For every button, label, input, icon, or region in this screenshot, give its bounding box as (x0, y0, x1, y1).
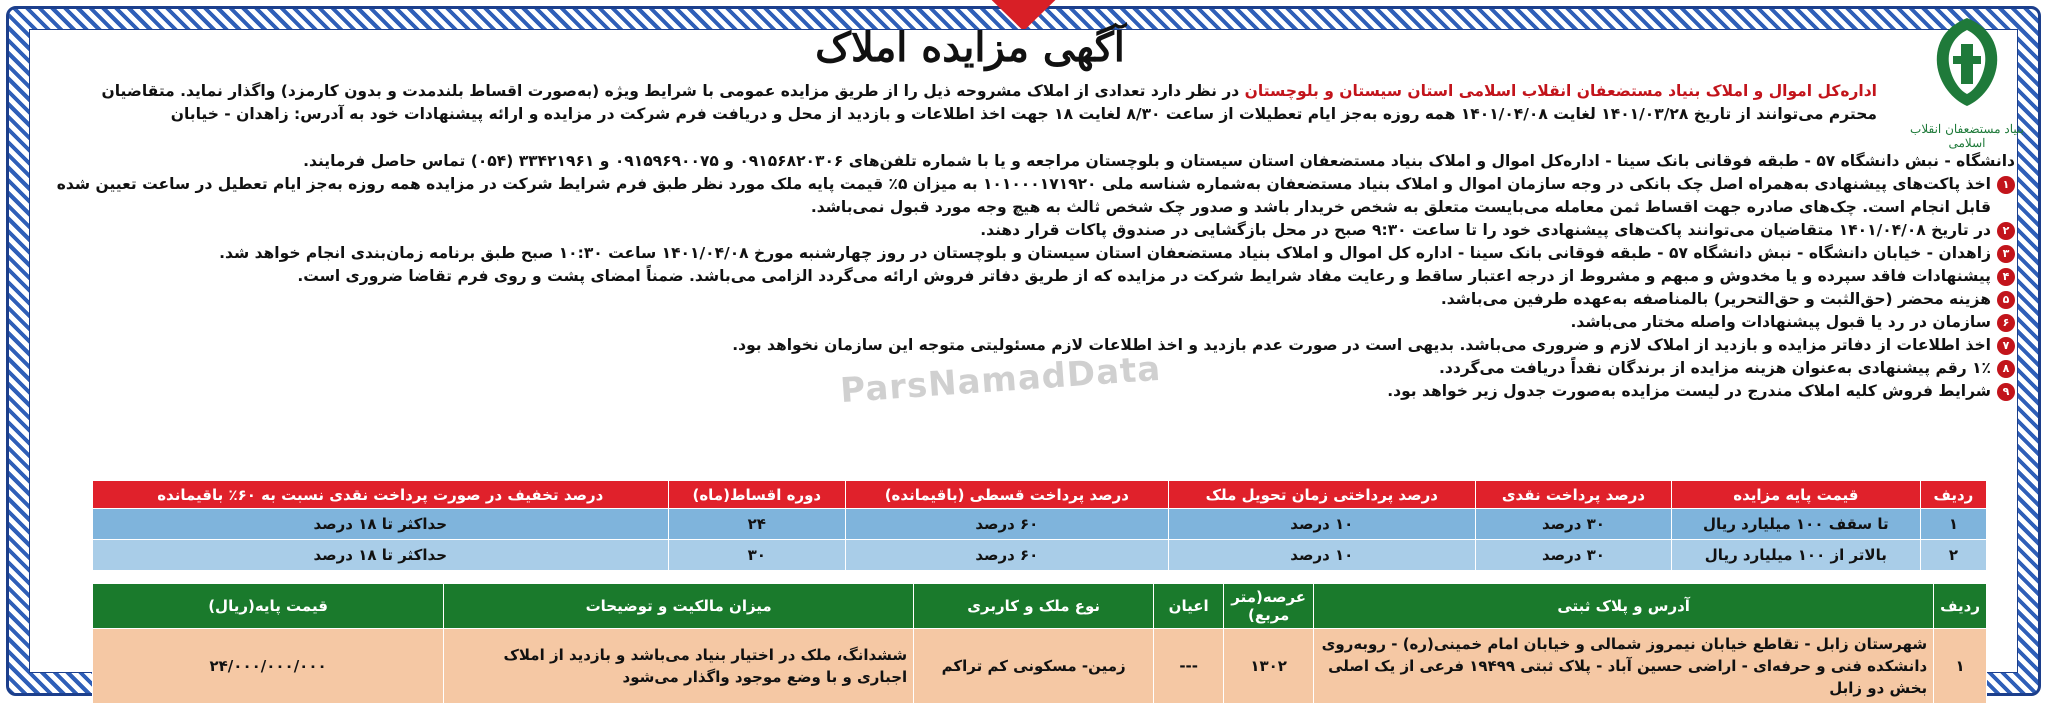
condition-item (45, 311, 2015, 334)
logo-caption: بنیاد مستضعفان انقلاب اسلامی (1910, 122, 2024, 150)
table-header-row (93, 481, 1987, 509)
item-number: ۱ (1997, 176, 2015, 194)
page-title: آگهی مزایده املاک (815, 24, 1125, 71)
table-row (93, 509, 1987, 540)
intro-line-1: در نظر دارد تعدادی از املاک مشروحه ذیل را از طریق مزایده عمومی با شرایط ویژه (به‌صورت اقساط بلندمدت و بدون کارمزد) واگذار نماید. متقاضیان (101, 82, 1240, 100)
item-number: ۶ (1997, 314, 2015, 332)
condition-item (45, 242, 2015, 265)
table-cell: ۲۴ (668, 509, 846, 540)
item-number: ۳ (1997, 245, 2015, 263)
table-cell: ۱۰ درصد (1168, 540, 1475, 571)
item-number: ۷ (1997, 337, 2015, 355)
table-cell: تا سقف ۱۰۰ میلیارد ریال (1671, 509, 1920, 540)
table-cell: بالاتر از ۱۰۰ میلیارد ریال (1671, 540, 1920, 571)
table-header: میزان مالکیت و توضیحات (444, 584, 914, 629)
table-header: درصد پرداختی زمان تحویل ملک (1168, 481, 1475, 509)
item-text: پیشنهادات فاقد سپرده و یا مخدوش و مبهم و مشروط از درجه اعتبار ساقط و رعایت مفاد شرایط شرکت در مزایده که از طریق دفاتر فروش ارائه می‌گردد الزامی می‌باشد. ضمناً امضای پشت و روی فرم تقاضا ضروری است. (297, 267, 1991, 285)
table-cell: حداکثر تا ۱۸ درصد (93, 540, 669, 571)
item-number: ۲ (1997, 222, 2015, 240)
table-header: درصد پرداخت قسطی (باقیمانده) (846, 481, 1168, 509)
item-number: ۹ (1997, 383, 2015, 401)
intro-line-3: دانشگاه - نبش دانشگاه ۵۷ - طبقه فوقانی بانک سینا - اداره‌کل اموال و املاک بنیاد مستضعفان استان سیستان و بلوچستان مراجعه و یا با شماره تلفن‌های ۰۹۱۵۶۸۲۰۳۰۶ و ۰۹۱۵۹۶۹۰۰۷۵ و ۳۳۴۲۱۹۶۱ (۰۵۴) تماس حاصل فرمایند. (303, 152, 2015, 170)
table-cell: ۱۰ درصد (1168, 509, 1475, 540)
watermark: ParsNamadData (838, 348, 1163, 412)
intro-line-2: محترم می‌توانند از تاریخ ۱۴۰۱/۰۳/۲۸ لغایت ۱۴۰۱/۰۴/۰۸ همه روزه به‌جز ایام تعطیلات از ساعت ۸/۳۰ لغایت ۱۸ جهت اخذ اطلاعات و بازدید از محل و دریافت فرم شرکت در مزایده و ارائه پیشنهادات خود به آدرس: زاهدان - خیابان (170, 105, 1877, 123)
condition-item (45, 334, 2015, 357)
table-header: دوره اقساط(ماه) (668, 481, 846, 509)
property-address: شهرستان زابل - تقاطع خیابان نیمروز شمالی و خیابان امام خمینی(ره) - روبه‌روی دانشکده فنی و حرفه‌ای - اراضی حسین آباد - پلاک ثبتی ۱۹۴۹۹ فرعی از یک اصلی بخش دو زابل (1314, 629, 1934, 704)
item-text: اخذ پاکت‌های پیشنهادی به‌همراه اصل چک بانکی در وجه سازمان اموال و املاک بنیاد مستضعفان به‌شماره شناسه ملی ۱۰۱۰۰۰۱۷۱۹۲۰ به میزان ۵٪ قیمت پایه ملک مورد نظر طبق فرم شرایط شرکت در مزایده همه روزه به‌جز ایام تعطیل در ساعت تعیین شده قابل انجام است. چک‌های صادره جهت اقساط ثمن معامله می‌بایست متعلق به شخص خریدار باشد و صدور چک شخص ثالث به هیچ وجه مورد قبول نمی‌باشد. (56, 175, 1991, 216)
table-cell: ۱ (1934, 629, 1987, 704)
table-header: عرصه(متر مربع) (1224, 584, 1314, 629)
base-price: ۲۴/۰۰۰/۰۰۰/۰۰۰ (93, 629, 444, 704)
table-header: ردیف (1934, 584, 1987, 629)
table-cell: زمین- مسکونی کم تراکم (914, 629, 1154, 704)
property-description: ششدانگ، ملک در اختیار بنیاد می‌باشد و بازدید از املاک اجباری و با وضع موجود واگذار می‌شود (444, 629, 914, 704)
table-cell: ۳۰ درصد (1476, 509, 1672, 540)
table-row (93, 629, 1987, 704)
item-text: زاهدان - خیابان دانشگاه - نبش دانشگاه ۵۷ - طبقه فوقانی بانک سینا - اداره کل اموال و املاک بنیاد مستضعفان استان سیستان و بلوچستان در روز چهارشنبه مورخ ۱۴۰۱/۰۴/۰۸ ساعت ۱۰:۳۰ صبح طبق برنامه زمان‌بندی انجام خواهد شد. (219, 244, 1991, 262)
table-header-row (93, 584, 1987, 629)
table-cell: ۱ (1920, 509, 1986, 540)
table-cell: حداکثر تا ۱۸ درصد (93, 509, 669, 540)
condition-item (45, 219, 2015, 242)
item-text: ۱٪ رقم پیشنهادی به‌عنوان هزینه مزایده از برندگان نقداً دریافت می‌گردد. (1439, 359, 1991, 377)
item-number: ۴ (1997, 268, 2015, 286)
item-text: هزینه محضر (حق‌الثبت و حق‌التحریر) بالمناصفه به‌عهده طرفین می‌باشد. (1440, 290, 1991, 308)
table-cell: ۳۰ (668, 540, 846, 571)
table-cell: ۲ (1920, 540, 1986, 571)
table-header: درصد پرداخت نقدی (1476, 481, 1672, 509)
table-cell: ۶۰ درصد (846, 540, 1168, 571)
item-text: در تاریخ ۱۴۰۱/۰۴/۰۸ متقاضیان می‌توانند پاکت‌های پیشنهادی خود را تا ساعت ۹:۳۰ صبح در محل بازگشایی در صندوق پاکات قرار دهند. (980, 221, 1991, 239)
table-cell: ۳۰ درصد (1476, 540, 1672, 571)
logo-emblem-icon (1917, 12, 2017, 112)
item-number: ۵ (1997, 291, 2015, 309)
table-cell: --- (1154, 629, 1224, 704)
table-header: نوع ملک و کاربری (914, 584, 1154, 629)
table-row (93, 540, 1987, 571)
property-table (92, 583, 1987, 704)
table-header: آدرس و پلاک ثبتی (1314, 584, 1934, 629)
item-number: ۸ (1997, 360, 2015, 378)
table-cell: ۱۳۰۲ (1224, 629, 1314, 704)
intro-text (47, 80, 1877, 126)
org-name: اداره‌کل اموال و املاک بنیاد مستضعفان انقلاب اسلامی استان سیستان و بلوچستان (1244, 82, 1877, 100)
table-header: قیمت پایه(ریال) (93, 584, 444, 629)
condition-item (45, 288, 2015, 311)
item-text: سازمان در رد یا قبول پیشنهادات واصله مختار می‌باشد. (1570, 313, 1991, 331)
foundation-logo (1907, 12, 2027, 162)
table-header: اعیان (1154, 584, 1224, 629)
table-header: قیمت پایه مزایده (1671, 481, 1920, 509)
payment-terms-table (92, 480, 1987, 571)
condition-item (45, 265, 2015, 288)
table-header: درصد تخفیف در صورت پرداخت نقدی نسبت به ۶۰٪ باقیمانده (93, 481, 669, 509)
item-text: اخذ اطلاعات از دفاتر مزایده و بازدید از املاک لازم و ضروری می‌باشد. بدیهی است در صورت عدم بازدید و اخذ اطلاعات لازم مسئولیتی متوجه این سازمان نخواهد بود. (732, 336, 1991, 354)
item-text: شرایط فروش کلیه املاک مندرج در لیست مزایده به‌صورت جدول زیر خواهد بود. (1387, 382, 1991, 400)
table-cell: ۶۰ درصد (846, 509, 1168, 540)
table-header: ردیف (1920, 481, 1986, 509)
condition-item (45, 173, 2015, 219)
